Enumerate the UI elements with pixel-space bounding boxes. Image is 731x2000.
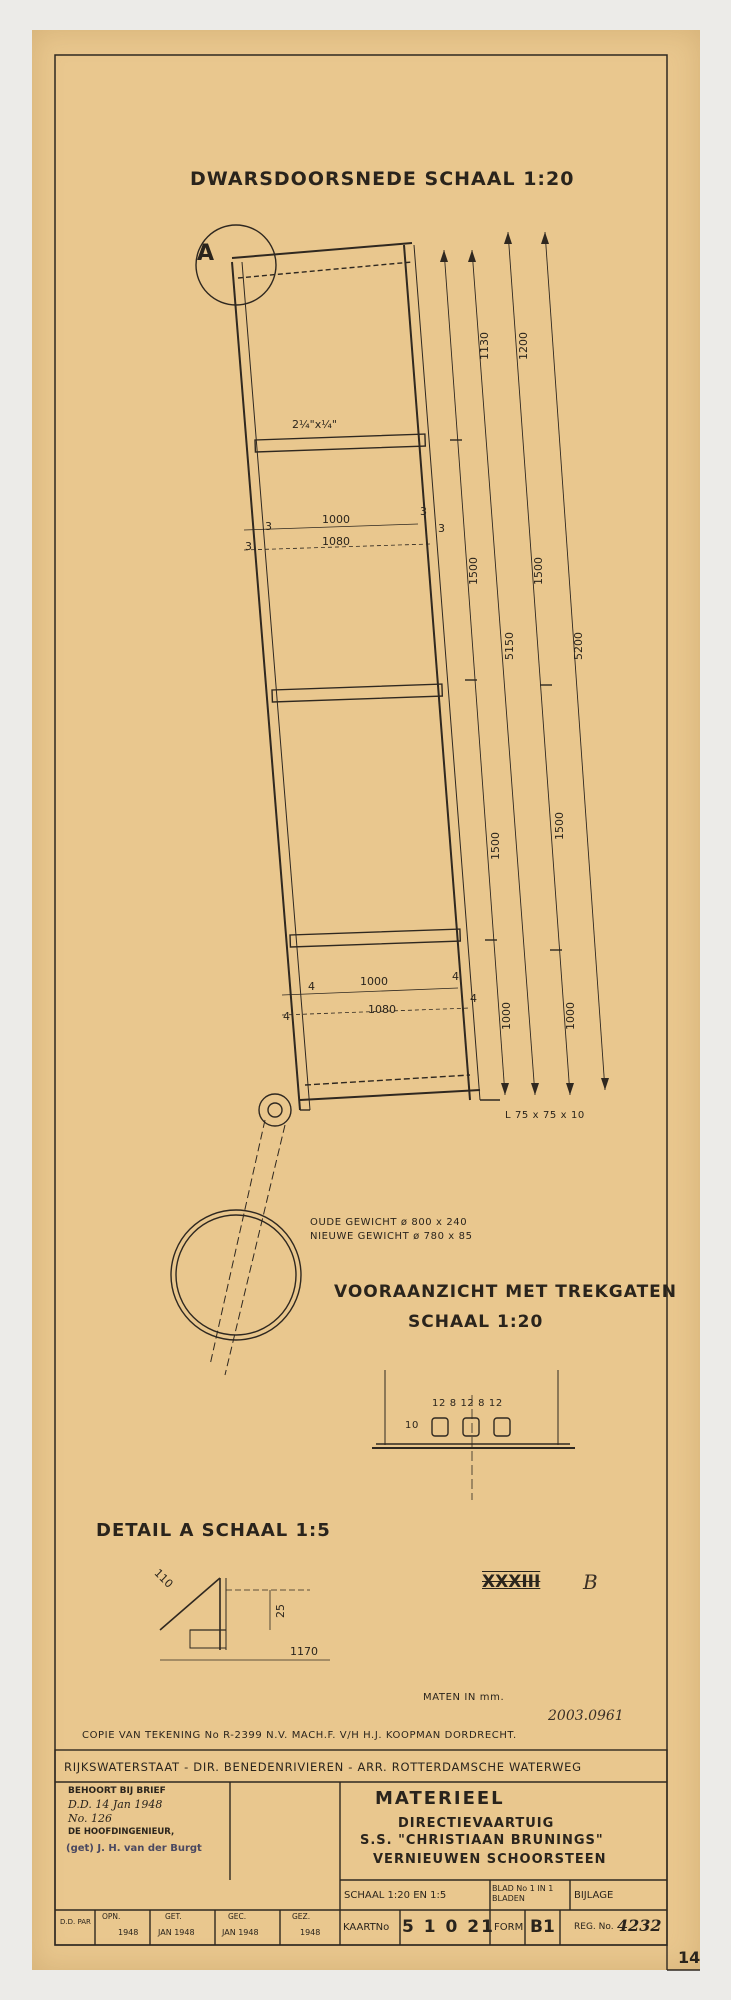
front-view-hole-dims: 12 8 12 8 12: [432, 1398, 503, 1409]
signed-stamp: (get) J. H. van der Burgt: [66, 1843, 202, 1854]
detail-dim-110: 110: [151, 1566, 176, 1591]
gez-label: GEZ.: [292, 1912, 311, 1921]
vessel-name: S.S. "CHRISTIAAN BRUNINGS": [360, 1833, 604, 1848]
page-number: 14: [678, 1948, 701, 1967]
reg-label: REG. No.: [574, 1922, 614, 1932]
letter-date: D.D. 14 Jan 1948: [68, 1798, 163, 1811]
dim-5150: 5150: [503, 632, 516, 660]
dim-1500-c: 1500: [489, 832, 502, 860]
belongs-label: BEHOORT BIJ BRIEF: [68, 1786, 166, 1796]
dim-1500-d: 1500: [553, 812, 566, 840]
get-value: JAN 1948: [158, 1928, 195, 1937]
weld-mark: 3: [438, 522, 445, 535]
old-weight: OUDE GEWICHT ø 800 x 240: [310, 1217, 468, 1228]
profile-label: 2¼"x¼": [292, 418, 337, 431]
front-view-side-dim: 10: [405, 1420, 419, 1431]
scale-note: SCHAAL 1:20 EN 1:5: [344, 1890, 447, 1901]
category: MATERIEEL: [375, 1788, 505, 1809]
dim-1200: 1200: [517, 332, 530, 360]
dim-1000: 1000: [322, 513, 350, 526]
weld-mark: 4: [470, 992, 477, 1005]
opn-label: OPN.: [102, 1912, 121, 1921]
dim-1080: 1080: [322, 535, 350, 548]
detail-dim-1170: 1170: [290, 1645, 318, 1658]
detail-a-title: DETAIL A SCHAAL 1:5: [96, 1520, 331, 1541]
weld-mark: 3: [420, 505, 427, 518]
new-weight: NIEUWE GEWICHT ø 780 x 85: [310, 1231, 473, 1242]
get-label: GET.: [165, 1912, 182, 1921]
dim-1000-v: 1000: [500, 1002, 513, 1030]
org-line: RIJKSWATERSTAAT - DIR. BENEDENRIVIEREN - ARR. ROTTERDAMSCHE WATERWEG: [64, 1760, 582, 1774]
stamp-code: XXXIII: [482, 1572, 541, 1592]
chief-engineer: DE HOOFDINGENIEUR,: [68, 1827, 175, 1837]
front-view-title: VOORAANZICHT MET TREKGATEN: [334, 1282, 678, 1302]
dim-1000-lower: 1000: [360, 975, 388, 988]
dim-1000-v2: 1000: [564, 1002, 577, 1030]
detail-dim-25: 25: [274, 1604, 287, 1618]
form-value: B1: [530, 1917, 555, 1937]
dim-5200: 5200: [572, 632, 585, 660]
stamp-letter: B: [583, 1570, 598, 1594]
gec-label: GEC.: [228, 1912, 247, 1921]
gec-value: JAN 1948: [222, 1928, 259, 1937]
front-view-scale: SCHAAL 1:20: [408, 1312, 544, 1332]
handwritten-number: 2003.0961: [548, 1708, 624, 1724]
weld-mark: 3: [265, 520, 272, 533]
units-note: MATEN IN mm.: [423, 1692, 505, 1703]
dim-1080-lower: 1080: [368, 1003, 396, 1016]
dd-par: D.D. PAR: [60, 1918, 91, 1926]
vessel-type: DIRECTIEVAARTUIG: [398, 1816, 555, 1831]
angle-profile-label: L 75 x 75 x 10: [505, 1110, 585, 1121]
weld-mark: 4: [283, 1010, 290, 1023]
kaart-number: 5 1 0 21: [402, 1917, 495, 1937]
form-label: FORM: [494, 1922, 524, 1933]
dim-1500-a: 1500: [467, 557, 480, 585]
weld-mark: 4: [452, 970, 459, 983]
dim-1500-b: 1500: [532, 557, 545, 585]
detail-marker-a: A: [197, 241, 215, 266]
reg-number: 4232: [617, 1916, 662, 1935]
weld-mark: 4: [308, 980, 315, 993]
bijlage-label: BIJLAGE: [574, 1890, 614, 1901]
weld-mark: 3: [245, 540, 252, 553]
kaart-label: KAARTNo: [343, 1922, 390, 1933]
job-description: VERNIEUWEN SCHOORSTEEN: [373, 1852, 607, 1867]
dim-1130: 1130: [478, 332, 491, 360]
gez-value: 1948: [300, 1928, 321, 1937]
section-title: DWARSDOORSNEDE SCHAAL 1:20: [190, 168, 575, 190]
opn-value: 1948: [118, 1928, 139, 1937]
sheet-info: BLAD No 1 IN 1 BLADEN: [492, 1884, 554, 1903]
letter-number: No. 126: [68, 1812, 113, 1825]
copy-note: COPIE VAN TEKENING No R-2399 N.V. MACH.F. V/H H.J. KOOPMAN DORDRECHT.: [82, 1730, 517, 1741]
